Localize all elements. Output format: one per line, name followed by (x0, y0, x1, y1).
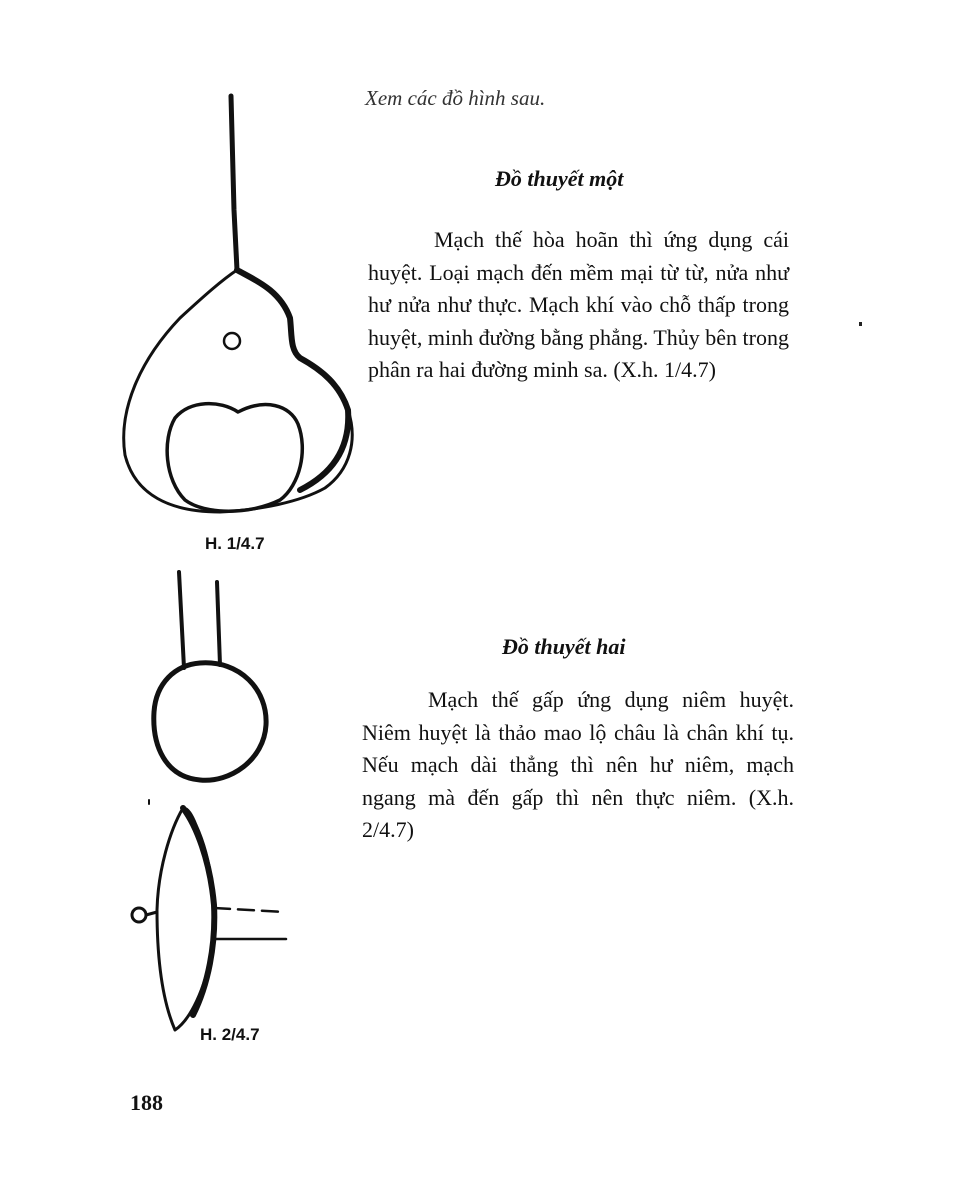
figure1-diagram (124, 96, 352, 512)
section1-body-text: Mạch thế hòa hoãn thì ứng dụng cái huyệt. Loại mạch đến mềm mại từ từ, nửa như hư nửa như thực. Mạch khí vào chỗ thấp trong huyệt, minh đường bằng phẳng. Thủy bên trong phân ra hai đường minh sa. (X.h. 1/4.7) (368, 227, 789, 382)
intro-text: Xem các đồ hình sau. (365, 86, 546, 110)
page-number: 188 (130, 1090, 163, 1115)
section2-heading: Đồ thuyết hai (502, 634, 626, 659)
figure2-diagram (132, 572, 286, 1030)
section2-body-text: Mạch thế gấp ứng dụng niêm huyệt. Niêm huyệt là thảo mao lộ châu là chân khí tụ. Nếu mạch dài thẳng thì nên hư niêm, mạch ngang mà đến gấp thì nên thực niêm. (X.h. 2/4.7) (362, 687, 794, 842)
section1-heading: Đồ thuyết một (495, 166, 624, 191)
figure2-caption: H. 2/4.7 (200, 1025, 260, 1044)
figure1-caption: H. 1/4.7 (205, 534, 265, 553)
